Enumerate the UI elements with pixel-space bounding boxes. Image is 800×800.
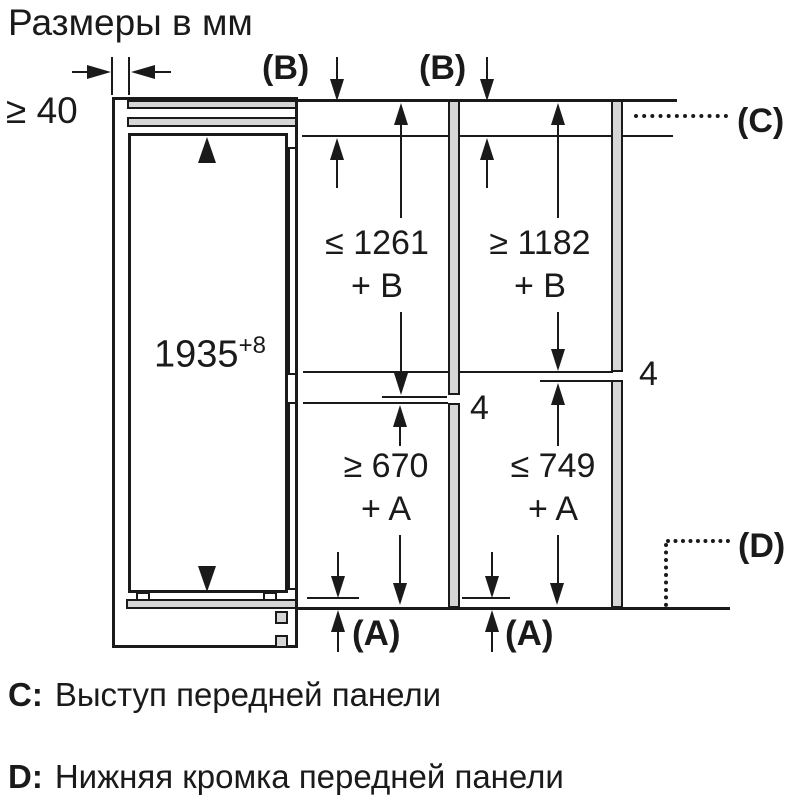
- legend-c-key: C:: [8, 676, 43, 713]
- upper-left-suffix: + B: [351, 267, 403, 305]
- arrow-up-icon: [480, 138, 494, 160]
- furniture-panel-left-upper: [448, 100, 460, 395]
- upper-left-shaft-bottom: [400, 312, 402, 372]
- lower-right-suffix: + A: [527, 490, 579, 528]
- arrow-down-icon: [393, 583, 407, 605]
- niche-height-tolerance: +8: [238, 332, 266, 359]
- a-left-up-shaft: [337, 632, 339, 652]
- b-right-up-shaft: [486, 160, 488, 188]
- a-left-label: (A): [352, 614, 401, 653]
- arrow-down-icon: [550, 583, 564, 605]
- b-left-label: (B): [262, 49, 310, 87]
- upper-right-suffix: + B: [514, 267, 566, 305]
- door-split-lower-line: [303, 402, 448, 404]
- arrow-up-icon: [331, 610, 345, 632]
- legend-c: [8, 676, 441, 714]
- side-clearance-tick-left: [111, 57, 113, 95]
- bottom-hinge-block-1: [275, 611, 288, 624]
- b-right-down-shaft: [486, 57, 488, 80]
- lower-left-shaft-top: [399, 427, 401, 446]
- arrow-up-icon: [485, 610, 499, 632]
- arrow-down-icon: [551, 349, 565, 371]
- side-clearance-tick-right: [128, 57, 130, 95]
- arrow-up-icon: [551, 103, 565, 125]
- lower-right-shaft-bottom: [557, 535, 559, 583]
- arrow-down-icon: [394, 373, 408, 395]
- d-dotted-line-horizontal: [666, 539, 730, 543]
- middle-vent-strip: [127, 117, 297, 127]
- appliance-door-front-lower: [288, 402, 297, 590]
- arrow-down-icon: [485, 576, 499, 598]
- panel-gap-right-label: 4: [639, 355, 658, 393]
- upper-right-shaft-top: [557, 125, 559, 218]
- b-left-up-shaft: [336, 160, 338, 188]
- side-clearance-shaft-left: [72, 71, 88, 73]
- right-panel-split-top-line: [540, 380, 613, 382]
- arrow-down-icon: [330, 79, 344, 101]
- lower-left-shaft-bottom: [399, 535, 401, 583]
- c-label: (C): [737, 102, 785, 140]
- upper-right-value: ≥ 1182: [489, 224, 591, 262]
- legend-d-text: Нижняя кромка передней панели: [54, 758, 564, 795]
- arrow-down-icon: [480, 79, 494, 101]
- a-left-down-shaft: [337, 552, 339, 576]
- upper-right-shaft-bottom: [557, 312, 559, 349]
- top-vent-strip: [127, 100, 297, 109]
- c-dotted-line: [634, 114, 728, 118]
- a-right-up-shaft: [491, 632, 493, 652]
- arrow-down-icon: [198, 566, 216, 592]
- arrow-up-icon: [394, 103, 408, 125]
- lower-right-shaft-top: [557, 405, 559, 446]
- plinth-bar: [126, 599, 297, 609]
- left-panel-split-bottom-line: [382, 396, 447, 398]
- d-dotted-line-vertical: [664, 543, 668, 607]
- diagram-title: Размеры в мм: [8, 2, 253, 43]
- arrow-left-icon: [131, 65, 155, 79]
- bottom-hinge-block-2: [275, 635, 288, 648]
- side-clearance-label: ≥ 40: [6, 90, 78, 131]
- appliance-door-front-upper: [288, 147, 297, 375]
- lower-right-value: ≤ 749: [510, 447, 596, 485]
- upper-left-value: ≤ 1261: [325, 224, 429, 262]
- b-right-label: (B): [419, 49, 467, 87]
- legend-d-key: D:: [8, 758, 43, 795]
- side-clearance-shaft-right: [155, 71, 171, 73]
- arrow-up-icon: [393, 405, 407, 427]
- a-right-down-shaft: [491, 552, 493, 576]
- furniture-panel-right-upper: [611, 100, 623, 372]
- arrow-up-icon: [551, 383, 565, 405]
- legend-c-text: Выступ передней панели: [54, 676, 442, 713]
- arrow-down-icon: [331, 576, 345, 598]
- niche-height-label: [140, 332, 280, 377]
- lower-left-suffix: + A: [360, 490, 412, 528]
- a-right-label: (A): [505, 614, 554, 653]
- arrow-right-icon: [87, 65, 111, 79]
- lower-left-value: ≥ 670: [343, 447, 429, 485]
- panel-gap-left-label: 4: [470, 389, 489, 427]
- niche-height-value: 1935: [154, 333, 239, 376]
- upper-left-shaft-top: [400, 125, 402, 218]
- panel-bottom-line: [296, 607, 730, 610]
- arrow-up-icon: [330, 138, 344, 160]
- d-label: (D): [738, 527, 786, 565]
- legend-d: [8, 758, 564, 796]
- arrow-up-icon: [198, 137, 216, 163]
- b-left-down-shaft: [336, 57, 338, 80]
